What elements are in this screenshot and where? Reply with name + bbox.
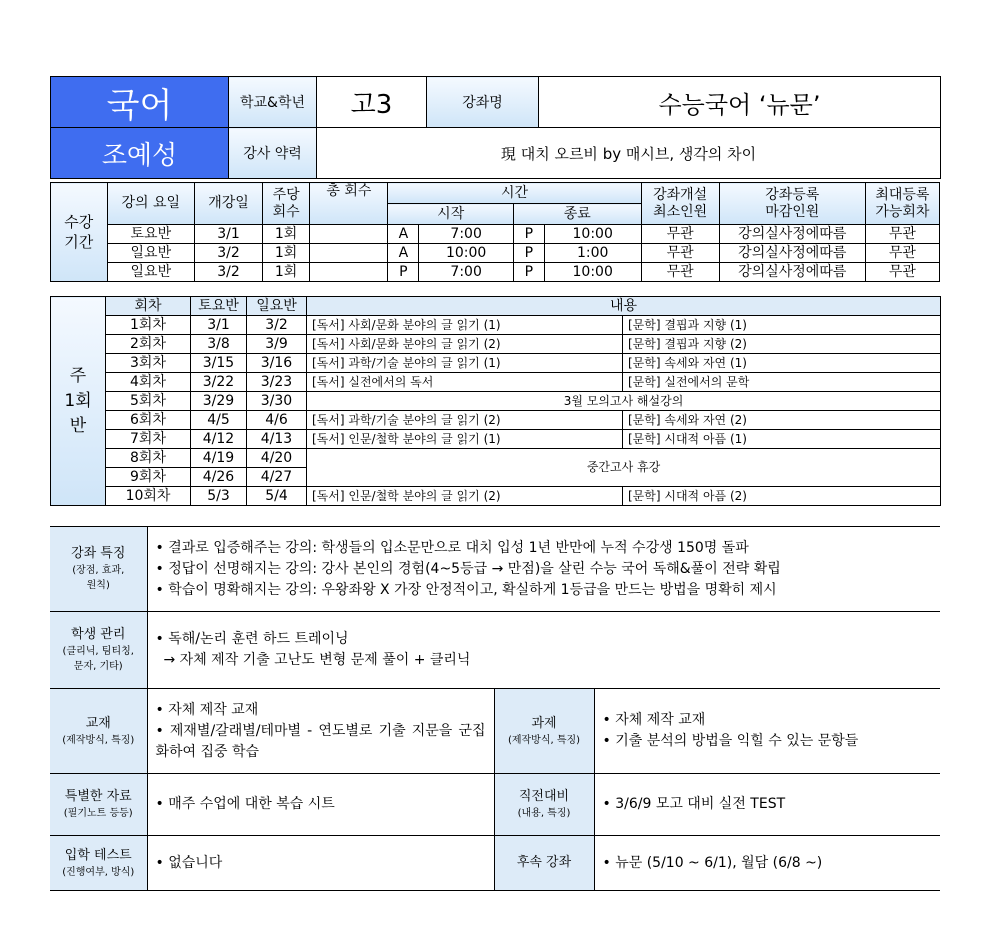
col-day: 강의 요일	[107, 183, 194, 225]
schedule-row: 일요반 3/2 1회 P 7:00 P 10:00 무관 강의실사정에따름 무관	[51, 263, 940, 282]
weekly-plan-table	[50, 296, 941, 506]
homework-label: 과제 (제작방식, 특징)	[494, 689, 594, 774]
course-features-table	[50, 526, 940, 891]
col-min: 강좌개설 최소인원	[641, 183, 719, 225]
feature-label: 강좌 특징 (장점, 효과, 원칙)	[50, 527, 147, 612]
grade-value: 고3	[317, 77, 427, 128]
weekly-row: 7회차 4/12 4/13 [독서] 인문/철학 분야의 글 읽기 (1) [문학] 시대적 아픔 (1)	[51, 430, 941, 449]
weekly-side-label: 주 1회 반	[51, 297, 106, 506]
subject: 국어	[106, 85, 173, 126]
career-text: 대치 오르비 by 매시브, 생각의 차이	[520, 144, 757, 163]
grade-label: 학교&학년	[229, 77, 317, 128]
special-material-label: 특별한 자료 (필기노트 등등)	[50, 774, 147, 836]
teacher-name: 조예성	[101, 140, 178, 171]
period-label: 수강 기간	[51, 183, 108, 282]
weekly-row: 10회차 5/3 5/4 [독서] 인문/철학 분야의 글 읽기 (2) [문학] 시대적 아픔 (2)	[51, 487, 941, 506]
weekly-row: 8회차 4/19 4/20 중간고사 휴강	[51, 449, 941, 468]
col-sun: 일요반	[247, 297, 307, 316]
textbook-label: 교재 (제작방식, 특징)	[50, 689, 147, 774]
col-weekly: 주당 회수	[262, 183, 309, 225]
career-prefix: 現	[500, 144, 516, 163]
follow-up-content: • 뉴문 (5/10 ~ 6/1), 월담 (6/8 ~)	[594, 836, 940, 891]
col-time-end: 종료	[513, 204, 641, 225]
col-time-start: 시작	[388, 204, 514, 225]
schedule-table	[50, 182, 940, 282]
exam-prep-content: • 3/6/9 모고 대비 실전 TEST	[594, 774, 940, 836]
special-material-content: • 매주 수업에 대한 복습 시트	[147, 774, 494, 836]
weekly-row: 3회차 3/15 3/16 [독서] 과학/기술 분야의 글 읽기 (1) [문학] 속세와 자연 (1)	[51, 354, 941, 373]
teacher-cell	[51, 128, 229, 179]
col-content: 내용	[307, 297, 941, 316]
course-label: 강좌명	[427, 77, 539, 128]
weekly-row: 6회차 4/5 4/6 [독서] 과학/기술 분야의 글 읽기 (2) [문학] 속세와 자연 (2)	[51, 411, 941, 430]
career-cell	[317, 128, 941, 179]
col-total: 총 회수	[310, 183, 388, 225]
col-sat: 토요반	[191, 297, 247, 316]
weekly-row: 9회차 4/26 4/27	[51, 468, 941, 487]
col-max: 최대등록 가능회차	[865, 183, 939, 225]
entrance-test-label: 입학 테스트 (진행여부, 방식)	[50, 836, 147, 891]
mock-exam-review: 3월 모의고사 해설강의	[307, 392, 941, 411]
follow-up-label: 후속 강좌	[494, 836, 594, 891]
feature-content: • 결과로 입증해주는 강의: 학생들의 입소문만으로 대치 입성 1년 반만에 누적 수강생 150명 돌파 • 정답이 선명해지는 강의: 강사 본인의 경험(4~5등급 → 만점)을 살린 수능 국어 독해&풀이 전략 확립 • 학습이 명확해지는 강의: 우왕좌왕 X 가장 안정적이고, 확실하게 1등급을 만드는 방법을 명확히 제시	[147, 527, 940, 612]
textbook-content: • 자체 제작 교재 • 제재별/갈래별/테마별 - 연도별로 기출 지문을 군집화하여 집중 학습	[147, 689, 494, 774]
weekly-row: 1회차 3/1 3/2 [독서] 사회/문화 분야의 글 읽기 (1) [문학] 결핍과 지향 (1)	[51, 316, 941, 335]
management-content: • 독해/논리 훈련 하드 트레이닝 → 자체 제작 기출 고난도 변형 문제 풀이 + 클리닉	[147, 612, 940, 689]
col-start-date: 개강일	[195, 183, 263, 225]
weekly-row: 5회차 3/29 3/30 3월 모의고사 해설강의	[51, 392, 941, 411]
exam-prep-label: 직전대비 (내용, 특징)	[494, 774, 594, 836]
schedule-row: 일요반 3/2 1회 A 10:00 P 1:00 무관 강의실사정에따름 무관	[51, 244, 940, 263]
col-deadline: 강좌등록 마감인원	[719, 183, 865, 225]
management-label: 학생 관리 (클리닉, 팀티칭, 문자, 기타)	[50, 612, 147, 689]
course-header-table	[50, 76, 941, 179]
midterm-break: 중간고사 휴강	[307, 449, 941, 487]
schedule-row: 토요반 3/1 1회 A 7:00 P 10:00 무관 강의실사정에따름 무관	[51, 225, 940, 244]
subject-cell	[51, 77, 229, 128]
col-round: 회차	[106, 297, 191, 316]
weekly-row: 2회차 3/8 3/9 [독서] 사회/문화 분야의 글 읽기 (2) [문학] 결핍과 지향 (2)	[51, 335, 941, 354]
col-time: 시간	[388, 183, 641, 204]
homework-content: • 자체 제작 교재 • 기출 분석의 방법을 익힐 수 있는 문항들	[594, 689, 940, 774]
course-name: 수능국어 ‘뉴문’	[539, 77, 941, 128]
entrance-test-content: • 없습니다	[147, 836, 494, 891]
weekly-row: 4회차 3/22 3/23 [독서] 실전에서의 독서 [문학] 실전에서의 문학	[51, 373, 941, 392]
career-label: 강사 약력	[229, 128, 317, 179]
